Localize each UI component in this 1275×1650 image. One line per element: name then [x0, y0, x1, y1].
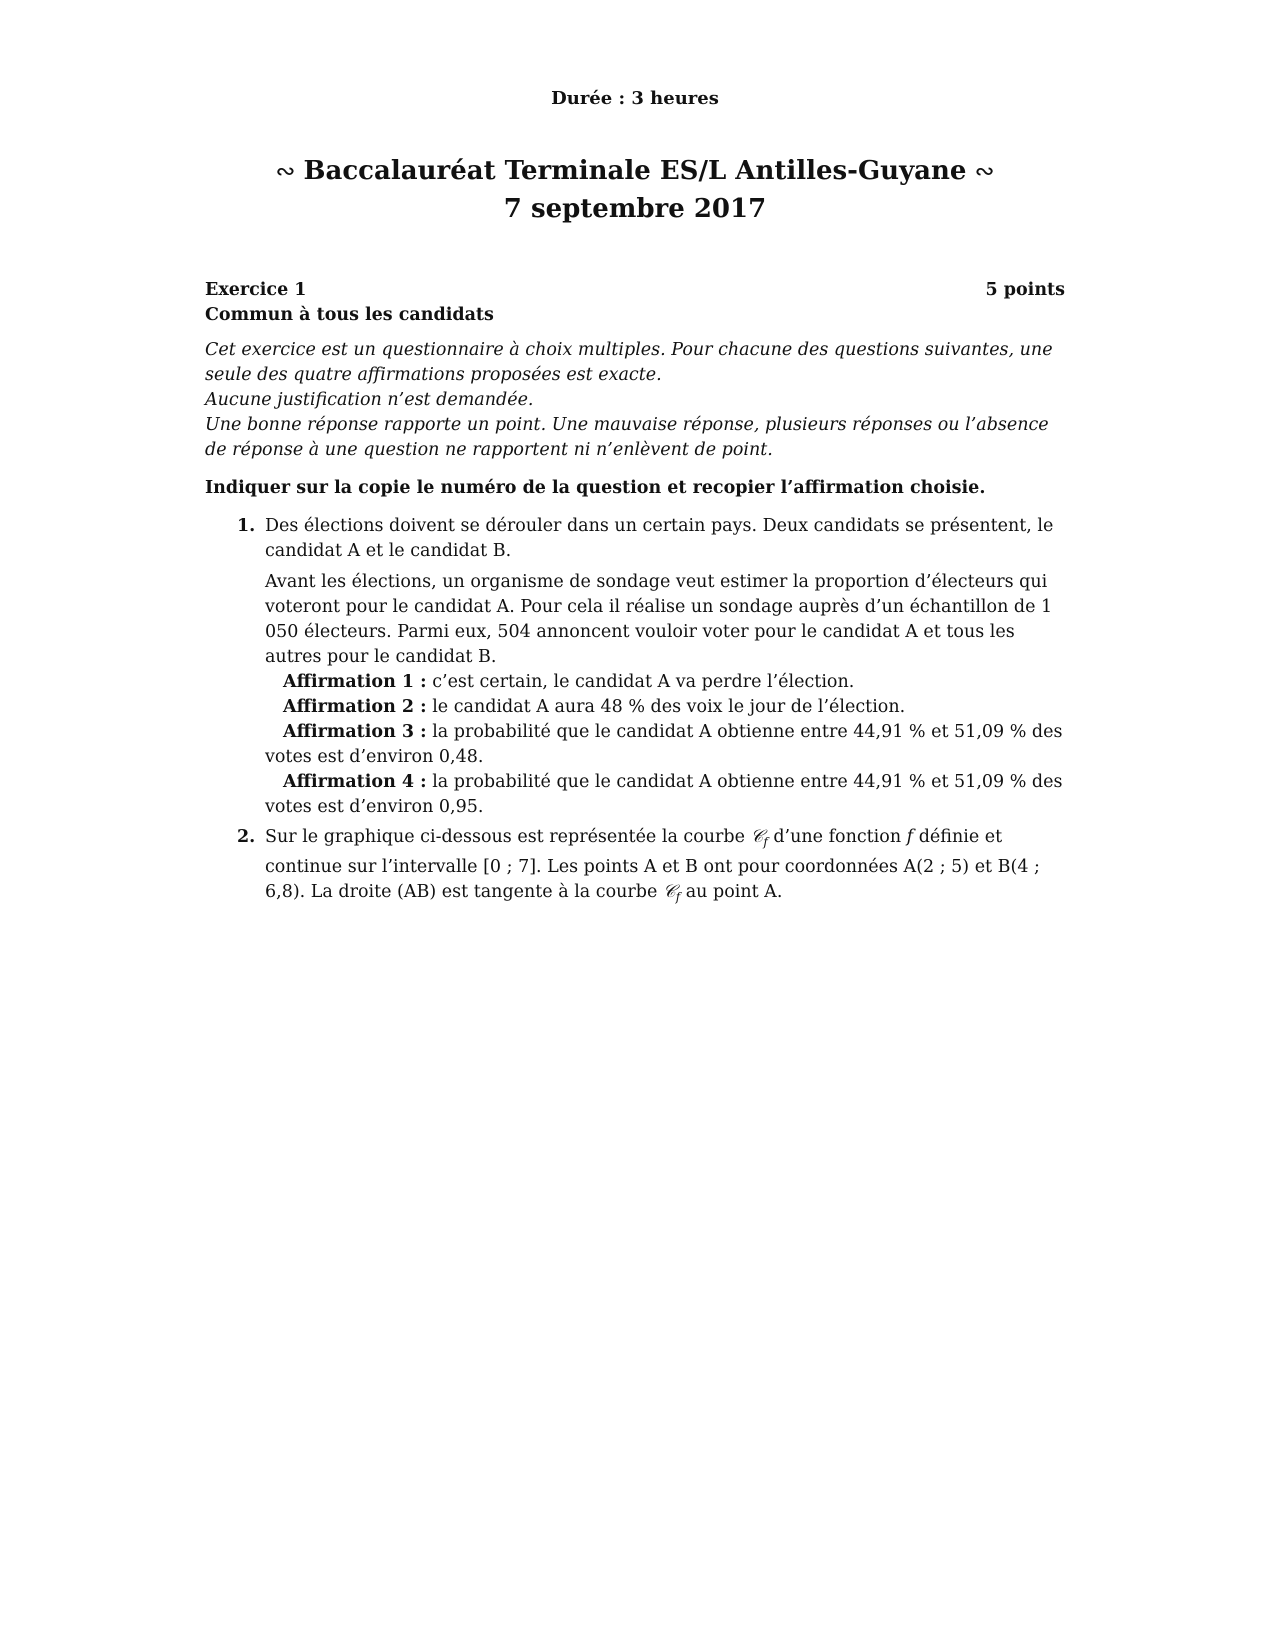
- question-1-number: 1.: [237, 516, 256, 536]
- question-2-text-2: d’une fonction: [773, 827, 902, 847]
- affirmation-4-label: Affirmation 4 :: [283, 772, 427, 792]
- exam-title: [205, 152, 1065, 190]
- question-2-number: 2.: [237, 827, 256, 847]
- curve-symbol-2: 𝒞: [662, 882, 676, 902]
- question-2: [205, 825, 1065, 910]
- affirmation-2: [265, 695, 1065, 720]
- title-block: [205, 152, 1065, 228]
- question-2-text-3: définie et continue sur l’intervalle [0 ; 7]. Les points A et B ont pour coordonnées A(2 ; 5) et B(4 ; 6,8). La droite (AB) est tangente à la courbe: [265, 827, 1040, 902]
- affirmation-3-label: Affirmation 3 :: [283, 722, 427, 742]
- document-page: [205, 88, 1065, 910]
- exam-date: 7 septembre 2017: [503, 194, 767, 224]
- affirmation-1-text: c’est certain, le candidat A va perdre l’élection.: [432, 672, 855, 692]
- exercise-title: Exercice 1: [205, 280, 307, 300]
- curve-symbol: 𝒞: [750, 827, 764, 847]
- intro-line-3: Une bonne réponse rapporte un point. Une mauvaise réponse, plusieurs réponses ou l’absence de réponse à une question ne rapportent ni n’enlèvent de point.: [205, 415, 1049, 460]
- exercise-intro: [205, 338, 1065, 463]
- affirmation-1-label: Affirmation 1 :: [283, 672, 427, 692]
- question-2-text-4: au point A.: [685, 882, 783, 902]
- ornament-left-icon: ∾: [275, 157, 296, 185]
- exercise-points: 5 points: [985, 280, 1065, 300]
- affirmation-4: [265, 770, 1065, 820]
- affirmation-2-label: Affirmation 2 :: [283, 697, 427, 717]
- curve-subscript: f: [763, 835, 768, 849]
- ornament-right-icon: ∾: [974, 157, 995, 185]
- question-1-paragraph-2: Avant les élections, un organisme de sondage veut estimer la proportion d’électeurs qui voteront pour le candidat A. Pour cela il réalise un sondage auprès d’un échantillon de 1 050 électeurs. Parmi eux, 504 annoncent vouloir voter pour le candidat A et tous les autres pour le candidat B.: [265, 572, 1053, 667]
- intro-line-2: Aucune justification n’est demandée.: [205, 390, 534, 410]
- duration-line: Durée : 3 heures: [551, 88, 719, 109]
- affirmation-4-text: la probabilité que le candidat A obtienne entre 44,91 % et 51,09 % des votes est d’environ 0,95.: [265, 772, 1063, 817]
- question-2-paragraph: [265, 825, 1065, 910]
- intro-line-1: Cet exercice est un questionnaire à choix multiples. Pour chacune des questions suivantes, une seule des quatre affirmations proposées est exacte.: [205, 340, 1053, 385]
- curve-subscript-2: f: [675, 890, 681, 904]
- affirmation-3: [265, 720, 1065, 770]
- question-1-paragraph-1: Des élections doivent se dérouler dans un certain pays. Deux candidats se présentent, le candidat A et le candidat B.: [265, 516, 1054, 561]
- exercise-header: [205, 278, 1065, 303]
- exam-title-text: Baccalauréat Terminale ES/L Antilles-Guyane: [303, 156, 967, 186]
- affirmation-2-text: le candidat A aura 48 % des voix le jour de l’élection.: [432, 697, 906, 717]
- question-1: [205, 514, 1065, 820]
- function-symbol: f: [906, 827, 914, 847]
- exercise-audience: Commun à tous les candidats: [205, 305, 494, 325]
- exercise-instruction: Indiquer sur la copie le numéro de la question et recopier l’affirmation choisie.: [205, 478, 986, 498]
- affirmation-1: [265, 670, 1065, 695]
- question-2-text-1: Sur le graphique ci-dessous est représentée la courbe: [265, 827, 745, 847]
- affirmation-3-text: la probabilité que le candidat A obtienne entre 44,91 % et 51,09 % des votes est d’environ 0,48.: [265, 722, 1063, 767]
